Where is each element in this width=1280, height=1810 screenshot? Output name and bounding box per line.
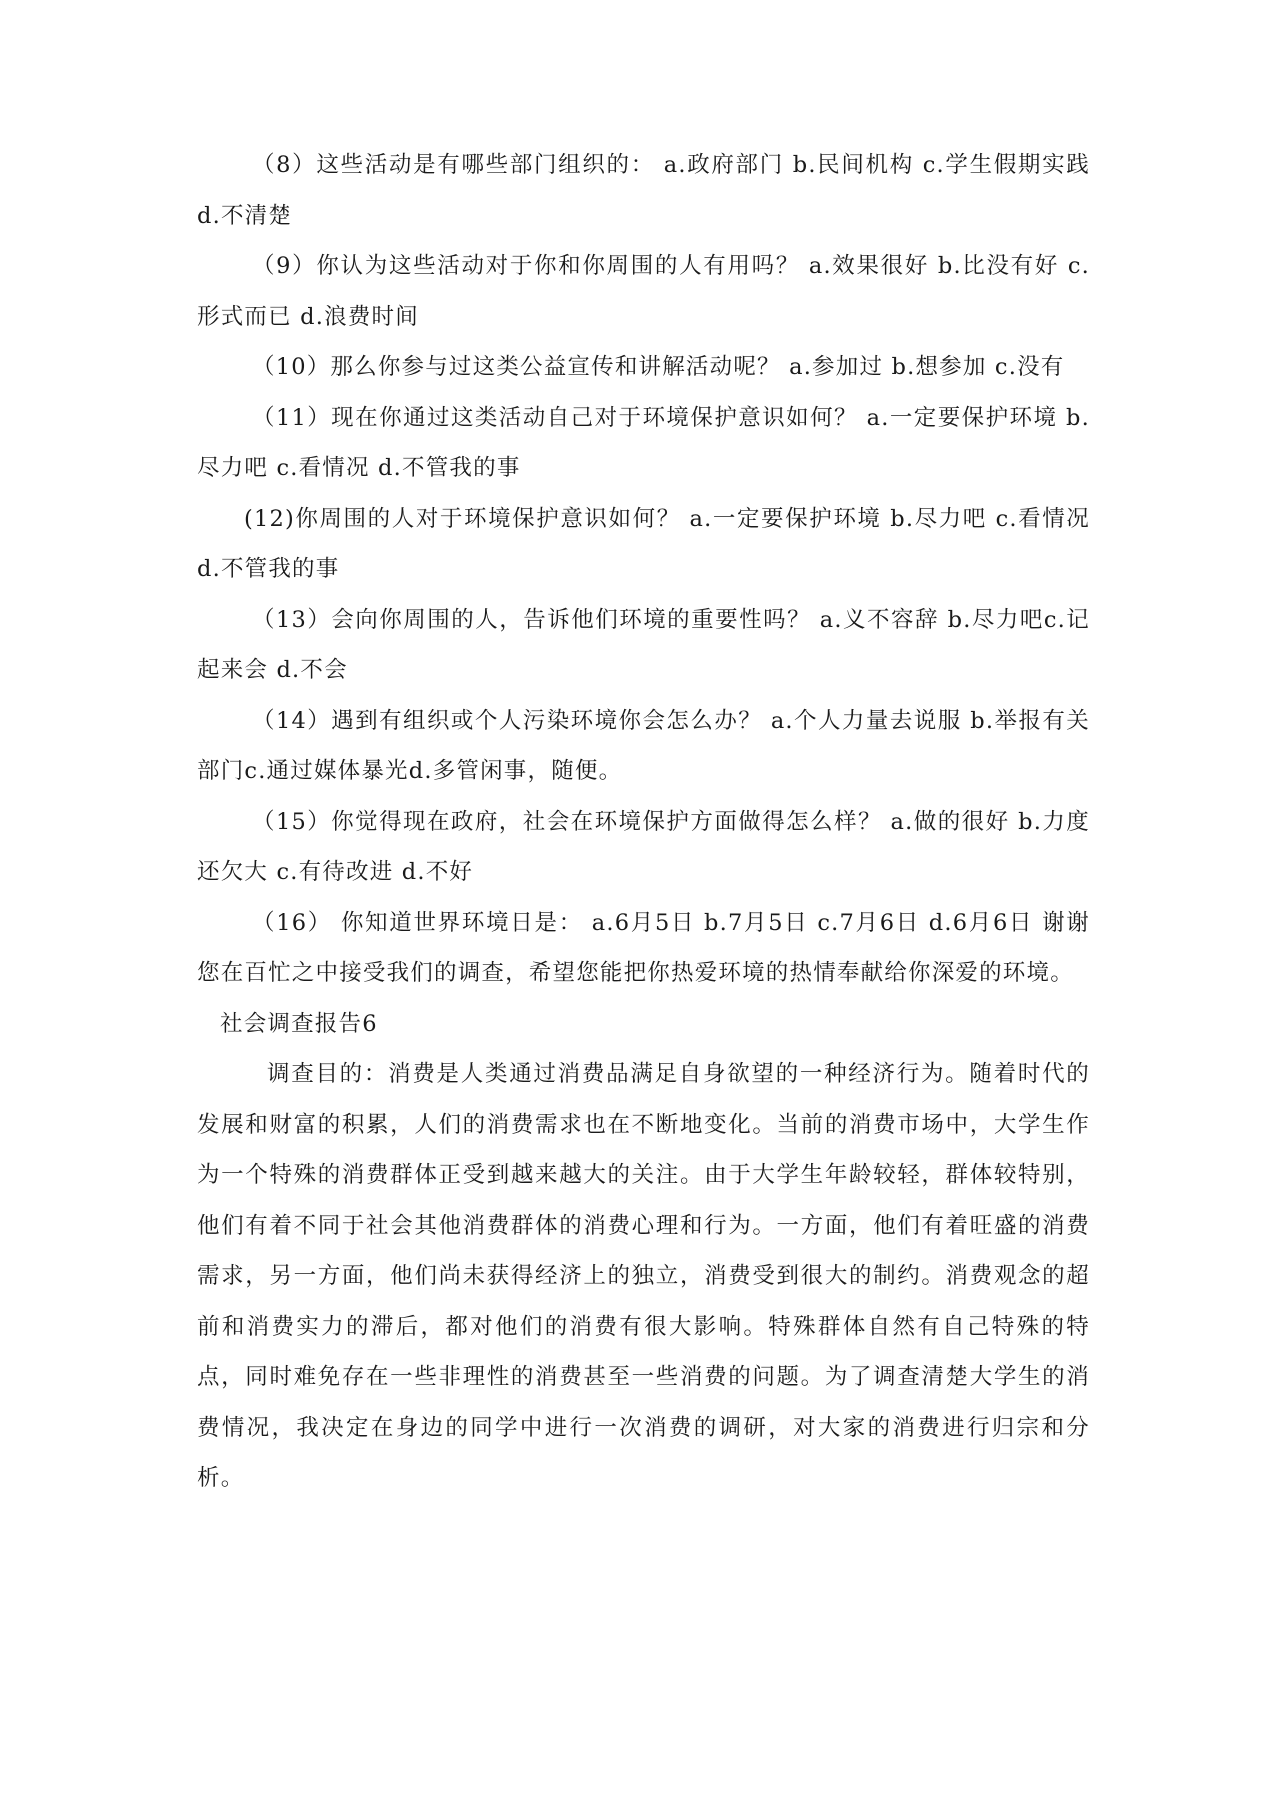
survey-question-13: （13）会向你周围的人，告诉他们环境的重要性吗？ a.义不容辞 b.尽力吧c.记起来会 d.不会 (197, 606, 1090, 683)
survey-question-14: （14）遇到有组织或个人污染环境你会怎么办？ a.个人力量去说服 b.举报有关部门c.通过媒体暴光d.多管闲事，随便。 (197, 707, 1090, 784)
survey-question-11: （11）现在你通过这类活动自己对于环境保护意识如何？ a.一定要保护环境 b.尽力吧 c.看情况 d.不管我的事 (197, 404, 1090, 481)
section-title: 社会调查报告6 (220, 1010, 378, 1037)
survey-question-10: （10）那么你参与过这类公益宣传和讲解活动呢？ a.参加过 b.想参加 c.没有 (252, 354, 1065, 380)
document-page (197, 140, 1090, 1504)
survey-question-12: (12)你周围的人对于环境保护意识如何？ a.一定要保护环境 b.尽力吧 c.看情况 d.不管我的事 (197, 505, 1090, 582)
survey-question-16: （16） 你知道世界环境日是： a.6月5日 b.7月5日 c.7月6日 d.6月6日 谢谢您在百忙之中接受我们的调查，希望您能把你热爱环境的热情奉献给你深爱的环境。 (197, 909, 1090, 986)
survey-question-15: （15）你觉得现在政府，社会在环境保护方面做得怎么样？ a.做的很好 b.力度还欠大 c.有待改进 d.不好 (197, 808, 1090, 885)
survey-question-8: （8）这些活动是有哪些部门组织的： a.政府部门 b.民间机构 c.学生假期实践 d.不清楚 (197, 152, 1090, 229)
survey-question-9: （9）你认为这些活动对于你和你周围的人有用吗？ a.效果很好 b.比没有好 c.形式而已 d.浪费时间 (197, 253, 1090, 330)
body-paragraph: 调查目的：消费是人类通过消费品满足自身欲望的一种经济行为。随着时代的发展和财富的积累，人们的消费需求也在不断地变化。当前的消费市场中，大学生作为一个特殊的消费群体正受到越来越大的关注。由于大学生年龄较轻，群体较特别，他们有着不同于社会其他消费群体的消费心理和行为。一方面，他们有着旺盛的消费需求，另一方面，他们尚未获得经济上的独立，消费受到很大的制约。消费观念的超前和消费实力的滞后，都对他们的消费有很大影响。特殊群体自然有自己特殊的特点，同时难免存在一些非理性的消费甚至一些消费的问题。为了调查清楚大学生的消费情况，我决定在身边的同学中进行一次消费的调研，对大家的消费进行归宗和分析。 (197, 1061, 1090, 1491)
